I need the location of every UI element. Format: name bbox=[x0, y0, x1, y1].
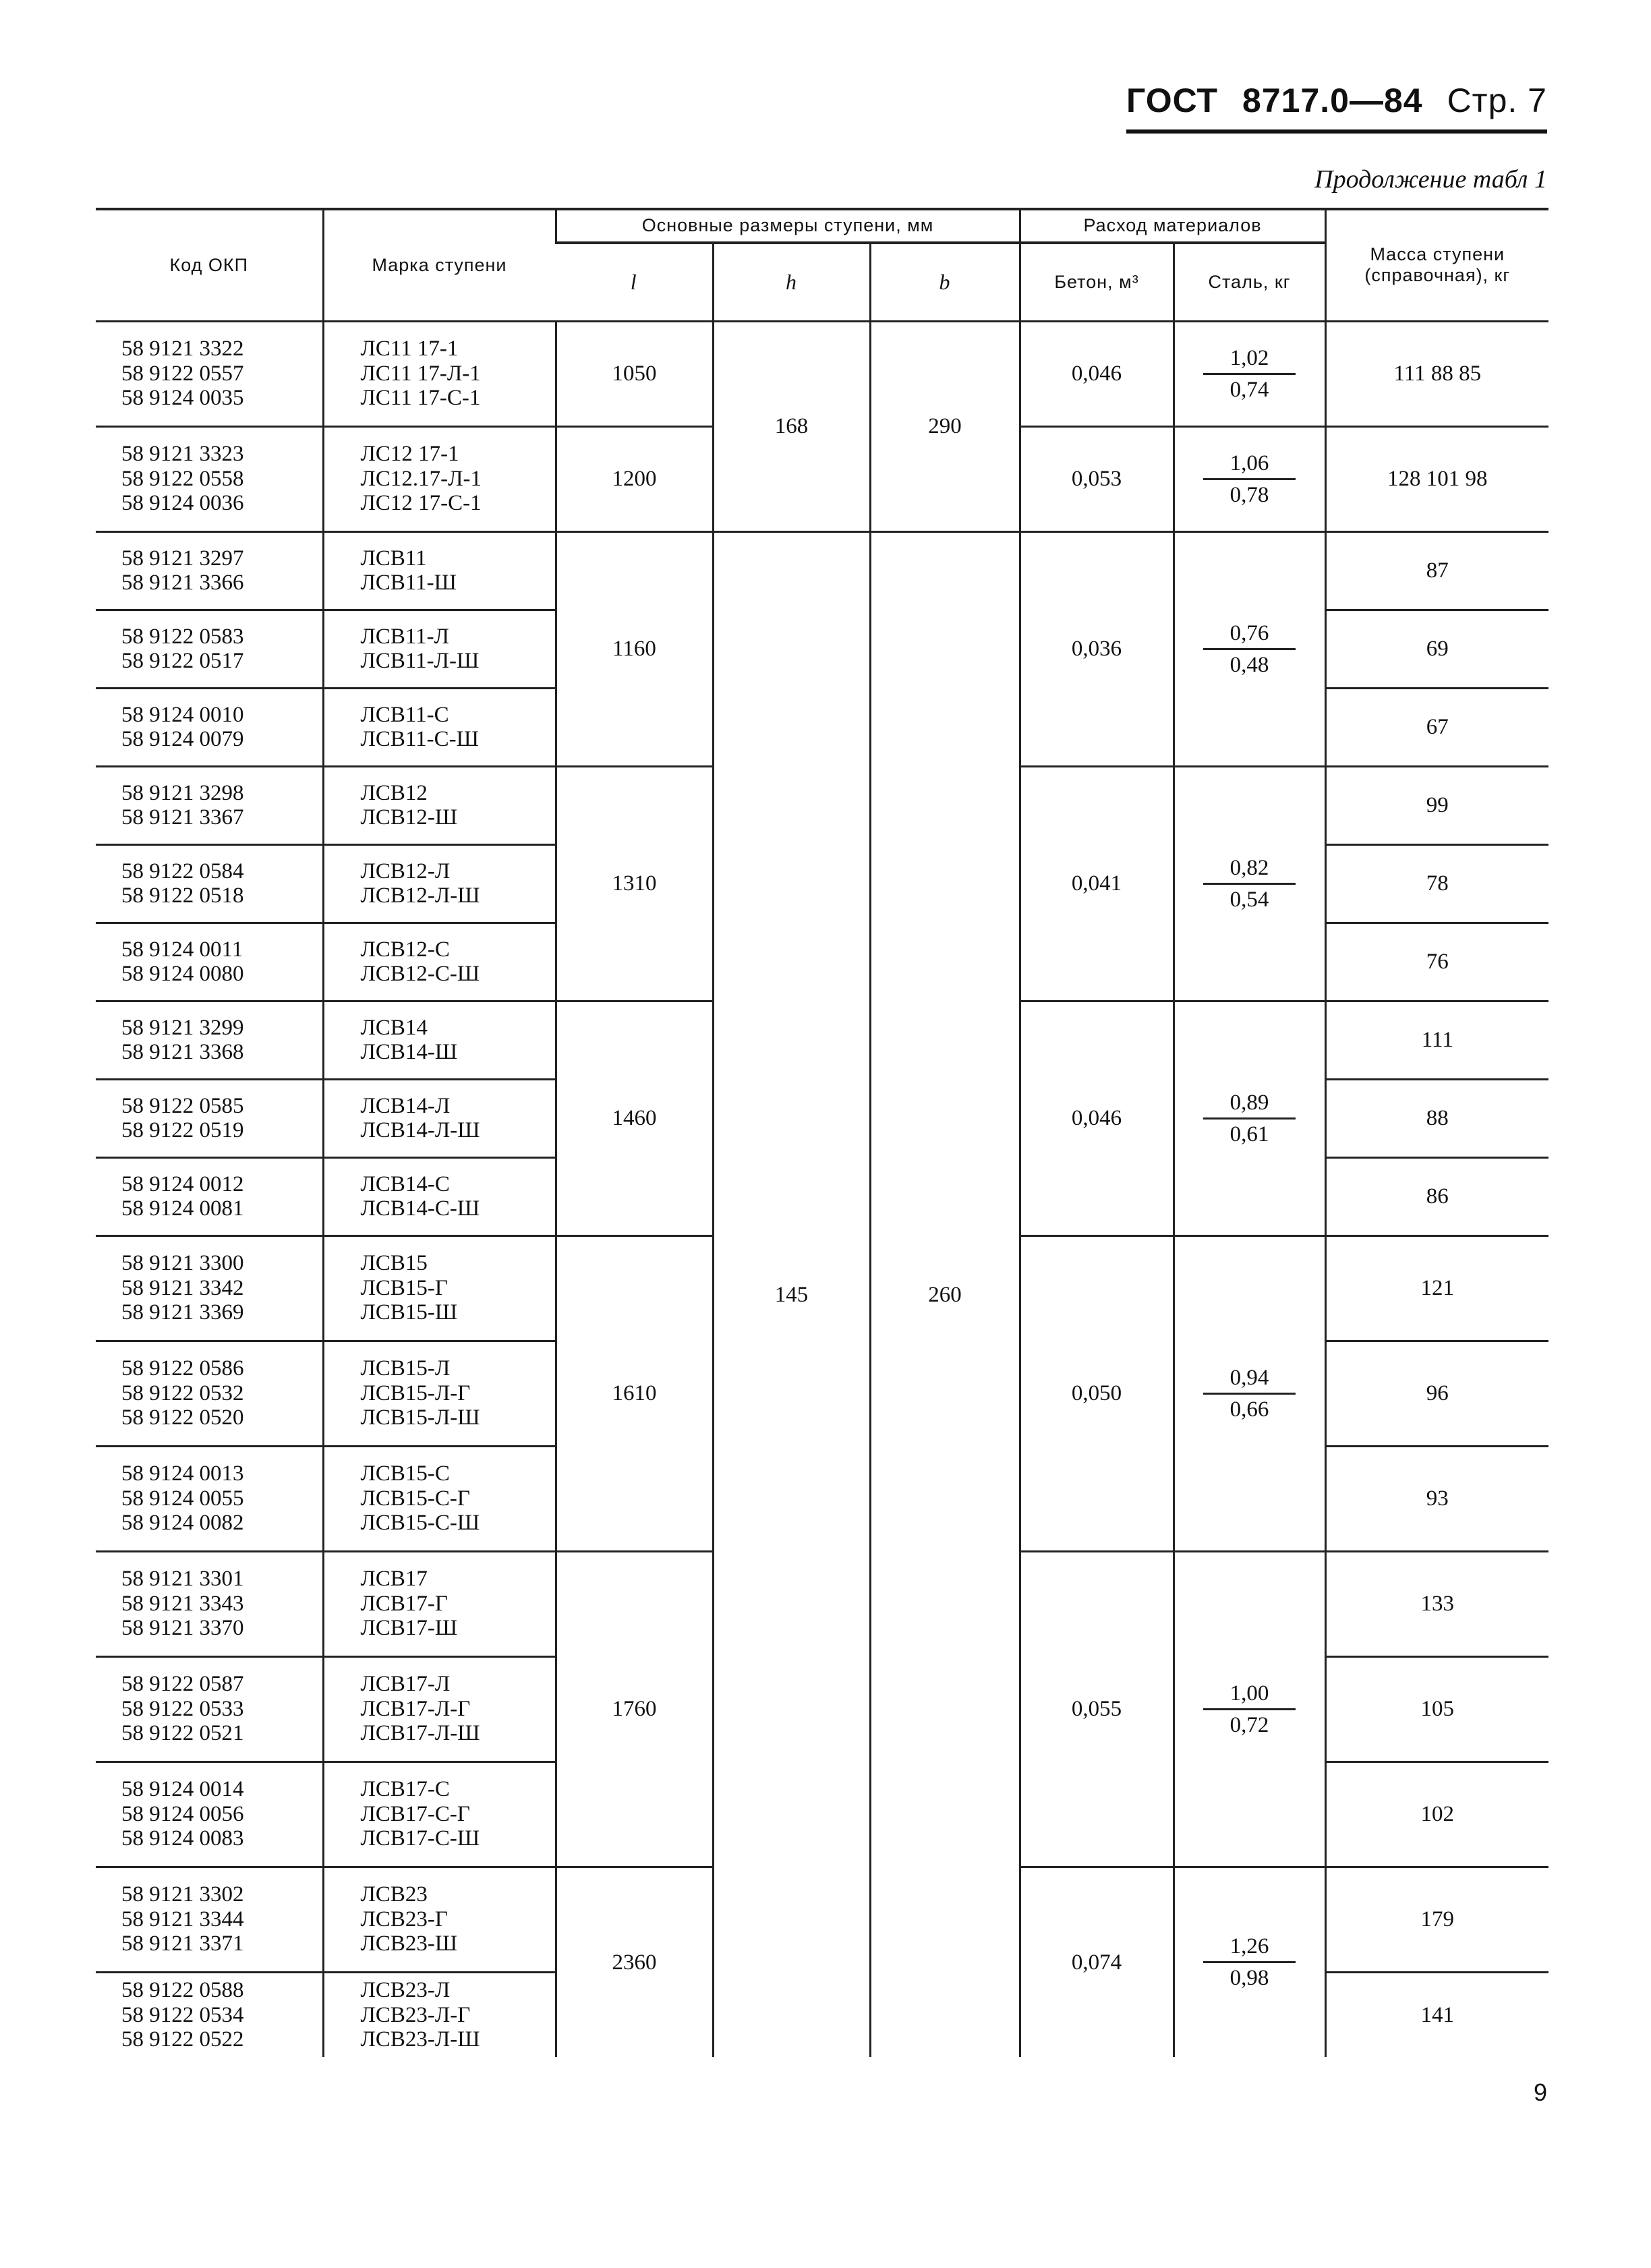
steel-denominator: 0,61 bbox=[1229, 1122, 1269, 1146]
steel-numerator: 1,00 bbox=[1203, 1680, 1296, 1710]
okp-code-cell: 58 9124 0013 58 9124 0055 58 9124 0082 bbox=[96, 1446, 323, 1551]
col-header-steel: Сталь, кг bbox=[1174, 243, 1325, 321]
step-mass-cell: 111 bbox=[1325, 1001, 1548, 1079]
step-mark-cell: ЛСВ15 ЛСВ15-Г ЛСВ15-Ш bbox=[323, 1235, 556, 1341]
length-l-cell: 1050 bbox=[556, 321, 713, 426]
step-mass-cell: 105 bbox=[1325, 1656, 1548, 1762]
okp-code-cell: 58 9122 0586 58 9122 0532 58 9122 0520 bbox=[96, 1341, 323, 1446]
width-b-cell: 260 bbox=[870, 531, 1020, 2057]
height-h-cell: 145 bbox=[713, 531, 870, 2057]
step-mass-cell: 87 bbox=[1325, 531, 1548, 610]
table-row bbox=[96, 321, 1548, 426]
steel-denominator: 0,98 bbox=[1229, 1966, 1269, 1991]
steel-mass-cell bbox=[1174, 531, 1325, 766]
length-l-cell: 1610 bbox=[556, 1235, 713, 1551]
steps-table bbox=[96, 208, 1548, 2057]
step-mark-cell: ЛСВ14-С ЛСВ14-С-Ш bbox=[323, 1157, 556, 1235]
okp-code-cell: 58 9122 0583 58 9122 0517 bbox=[96, 610, 323, 688]
step-mass-cell: 76 bbox=[1325, 923, 1548, 1001]
step-mark-cell: ЛСВ17-Л ЛСВ17-Л-Г ЛСВ17-Л-Ш bbox=[323, 1656, 556, 1762]
col-header-code: Код ОКП bbox=[96, 209, 323, 321]
page-label: Стр. 7 bbox=[1447, 82, 1547, 119]
step-mark-cell: ЛСВ23 ЛСВ23-Г ЛСВ23-Ш bbox=[323, 1867, 556, 1972]
okp-code-cell: 58 9121 3302 58 9121 3344 58 9121 3371 bbox=[96, 1867, 323, 1972]
okp-code-cell: 58 9122 0585 58 9122 0519 bbox=[96, 1079, 323, 1157]
document-header bbox=[1126, 81, 1547, 134]
length-l-cell: 1760 bbox=[556, 1551, 713, 1867]
col-header-materials: Расход материалов bbox=[1020, 209, 1325, 243]
step-mass-cell: 78 bbox=[1325, 844, 1548, 923]
okp-code-cell: 58 9121 3323 58 9122 0558 58 9124 0036 bbox=[96, 426, 323, 531]
length-l-cell: 1460 bbox=[556, 1001, 713, 1235]
beton-volume-cell: 0,046 bbox=[1020, 321, 1174, 426]
col-header-b: b bbox=[870, 243, 1020, 321]
steel-numerator: 0,89 bbox=[1203, 1089, 1296, 1120]
okp-code-cell: 58 9121 3322 58 9122 0557 58 9124 0035 bbox=[96, 321, 323, 426]
steel-numerator: 0,76 bbox=[1203, 620, 1296, 650]
okp-code-cell: 58 9122 0584 58 9122 0518 bbox=[96, 844, 323, 923]
beton-volume-cell: 0,074 bbox=[1020, 1867, 1174, 2057]
step-mass-cell: 179 bbox=[1325, 1867, 1548, 1972]
table-body bbox=[96, 321, 1548, 2057]
step-mass-cell: 111 88 85 bbox=[1325, 321, 1548, 426]
steel-mass-cell bbox=[1174, 1235, 1325, 1551]
steel-numerator: 1,02 bbox=[1203, 345, 1296, 375]
table-continuation-caption: Продолжение табл 1 bbox=[1314, 165, 1547, 194]
steel-denominator: 0,54 bbox=[1229, 887, 1269, 912]
okp-code-cell: 58 9122 0588 58 9122 0534 58 9122 0522 bbox=[96, 1972, 323, 2057]
step-mark-cell: ЛСВ12 ЛСВ12-Ш bbox=[323, 766, 556, 844]
page-number: 9 bbox=[1533, 2078, 1547, 2106]
beton-volume-cell: 0,055 bbox=[1020, 1551, 1174, 1867]
steel-fraction bbox=[1203, 620, 1296, 678]
steel-mass-cell bbox=[1174, 426, 1325, 531]
table-row bbox=[96, 531, 1548, 610]
steel-mass-cell bbox=[1174, 1867, 1325, 2057]
step-mark-cell: ЛСВ11-С ЛСВ11-С-Ш bbox=[323, 688, 556, 766]
step-mark-cell: ЛСВ17 ЛСВ17-Г ЛСВ17-Ш bbox=[323, 1551, 556, 1656]
step-mark-cell: ЛСВ12-С ЛСВ12-С-Ш bbox=[323, 923, 556, 1001]
okp-code-cell: 58 9124 0012 58 9124 0081 bbox=[96, 1157, 323, 1235]
step-mass-cell: 121 bbox=[1325, 1235, 1548, 1341]
okp-code-cell: 58 9124 0011 58 9124 0080 bbox=[96, 923, 323, 1001]
step-mark-cell: ЛСВ12-Л ЛСВ12-Л-Ш bbox=[323, 844, 556, 923]
length-l-cell: 1160 bbox=[556, 531, 713, 766]
col-header-mark: Марка ступени bbox=[323, 209, 556, 321]
step-mass-cell: 128 101 98 bbox=[1325, 426, 1548, 531]
steel-denominator: 0,78 bbox=[1229, 482, 1269, 507]
step-mark-cell: ЛСВ15-С ЛСВ15-С-Г ЛСВ15-С-Ш bbox=[323, 1446, 556, 1551]
steel-denominator: 0,72 bbox=[1229, 1712, 1269, 1737]
steel-mass-cell bbox=[1174, 321, 1325, 426]
length-l-cell: 1310 bbox=[556, 766, 713, 1001]
beton-volume-cell: 0,036 bbox=[1020, 531, 1174, 766]
step-mark-cell: ЛСВ15-Л ЛСВ15-Л-Г ЛСВ15-Л-Ш bbox=[323, 1341, 556, 1446]
col-header-l: l bbox=[556, 243, 713, 321]
steel-fraction bbox=[1203, 345, 1296, 403]
steel-denominator: 0,74 bbox=[1229, 377, 1269, 402]
steel-fraction bbox=[1203, 1089, 1296, 1148]
step-mass-cell: 69 bbox=[1325, 610, 1548, 688]
width-b-cell: 290 bbox=[870, 321, 1020, 531]
step-mass-cell: 102 bbox=[1325, 1762, 1548, 1867]
step-mark-cell: ЛСВ14 ЛСВ14-Ш bbox=[323, 1001, 556, 1079]
col-header-beton: Бетон, м³ bbox=[1020, 243, 1174, 321]
step-mass-cell: 88 bbox=[1325, 1079, 1548, 1157]
step-mass-cell: 93 bbox=[1325, 1446, 1548, 1551]
steel-mass-cell bbox=[1174, 1001, 1325, 1235]
okp-code-cell: 58 9121 3299 58 9121 3368 bbox=[96, 1001, 323, 1079]
step-mark-cell: ЛСВ11 ЛСВ11-Ш bbox=[323, 531, 556, 610]
step-mass-cell: 86 bbox=[1325, 1157, 1548, 1235]
steel-numerator: 1,26 bbox=[1203, 1933, 1296, 1963]
step-mass-cell: 133 bbox=[1325, 1551, 1548, 1656]
length-l-cell: 2360 bbox=[556, 1867, 713, 2057]
steel-fraction bbox=[1203, 1364, 1296, 1423]
steel-fraction bbox=[1203, 1933, 1296, 1991]
standard-number: 8717.0—84 bbox=[1242, 82, 1423, 119]
okp-code-cell: 58 9124 0014 58 9124 0056 58 9124 0083 bbox=[96, 1762, 323, 1867]
okp-code-cell: 58 9122 0587 58 9122 0533 58 9122 0521 bbox=[96, 1656, 323, 1762]
col-header-mass: Масса ступени (справочная), кг bbox=[1325, 209, 1548, 321]
steel-mass-cell bbox=[1174, 766, 1325, 1001]
step-mass-cell: 96 bbox=[1325, 1341, 1548, 1446]
step-mark-cell: ЛСВ17-С ЛСВ17-С-Г ЛСВ17-С-Ш bbox=[323, 1762, 556, 1867]
steel-numerator: 0,94 bbox=[1203, 1364, 1296, 1395]
length-l-cell: 1200 bbox=[556, 426, 713, 531]
step-mass-cell: 67 bbox=[1325, 688, 1548, 766]
steel-numerator: 0,82 bbox=[1203, 854, 1296, 885]
okp-code-cell: 58 9121 3301 58 9121 3343 58 9121 3370 bbox=[96, 1551, 323, 1656]
step-mark-cell: ЛС11 17-1 ЛС11 17-Л-1 ЛС11 17-С-1 bbox=[323, 321, 556, 426]
beton-volume-cell: 0,041 bbox=[1020, 766, 1174, 1001]
step-mark-cell: ЛСВ11-Л ЛСВ11-Л-Ш bbox=[323, 610, 556, 688]
step-mark-cell: ЛС12 17-1 ЛС12.17-Л-1 ЛС12 17-С-1 bbox=[323, 426, 556, 531]
standard-label: ГОСТ bbox=[1126, 82, 1219, 119]
beton-volume-cell: 0,050 bbox=[1020, 1235, 1174, 1551]
steel-denominator: 0,48 bbox=[1229, 652, 1269, 677]
steel-fraction bbox=[1203, 1680, 1296, 1739]
step-mass-cell: 99 bbox=[1325, 766, 1548, 844]
step-mass-cell: 141 bbox=[1325, 1972, 1548, 2057]
steel-denominator: 0,66 bbox=[1229, 1397, 1269, 1422]
col-header-h: h bbox=[713, 243, 870, 321]
steel-mass-cell bbox=[1174, 1551, 1325, 1867]
beton-volume-cell: 0,046 bbox=[1020, 1001, 1174, 1235]
steel-fraction bbox=[1203, 450, 1296, 508]
okp-code-cell: 58 9121 3297 58 9121 3366 bbox=[96, 531, 323, 610]
beton-volume-cell: 0,053 bbox=[1020, 426, 1174, 531]
step-mark-cell: ЛСВ23-Л ЛСВ23-Л-Г ЛСВ23-Л-Ш bbox=[323, 1972, 556, 2057]
okp-code-cell: 58 9124 0010 58 9124 0079 bbox=[96, 688, 323, 766]
steel-fraction bbox=[1203, 854, 1296, 913]
height-h-cell: 168 bbox=[713, 321, 870, 531]
okp-code-cell: 58 9121 3298 58 9121 3367 bbox=[96, 766, 323, 844]
steel-numerator: 1,06 bbox=[1203, 450, 1296, 480]
step-mark-cell: ЛСВ14-Л ЛСВ14-Л-Ш bbox=[323, 1079, 556, 1157]
col-header-dimensions: Основные размеры ступени, мм bbox=[556, 209, 1020, 243]
okp-code-cell: 58 9121 3300 58 9121 3342 58 9121 3369 bbox=[96, 1235, 323, 1341]
